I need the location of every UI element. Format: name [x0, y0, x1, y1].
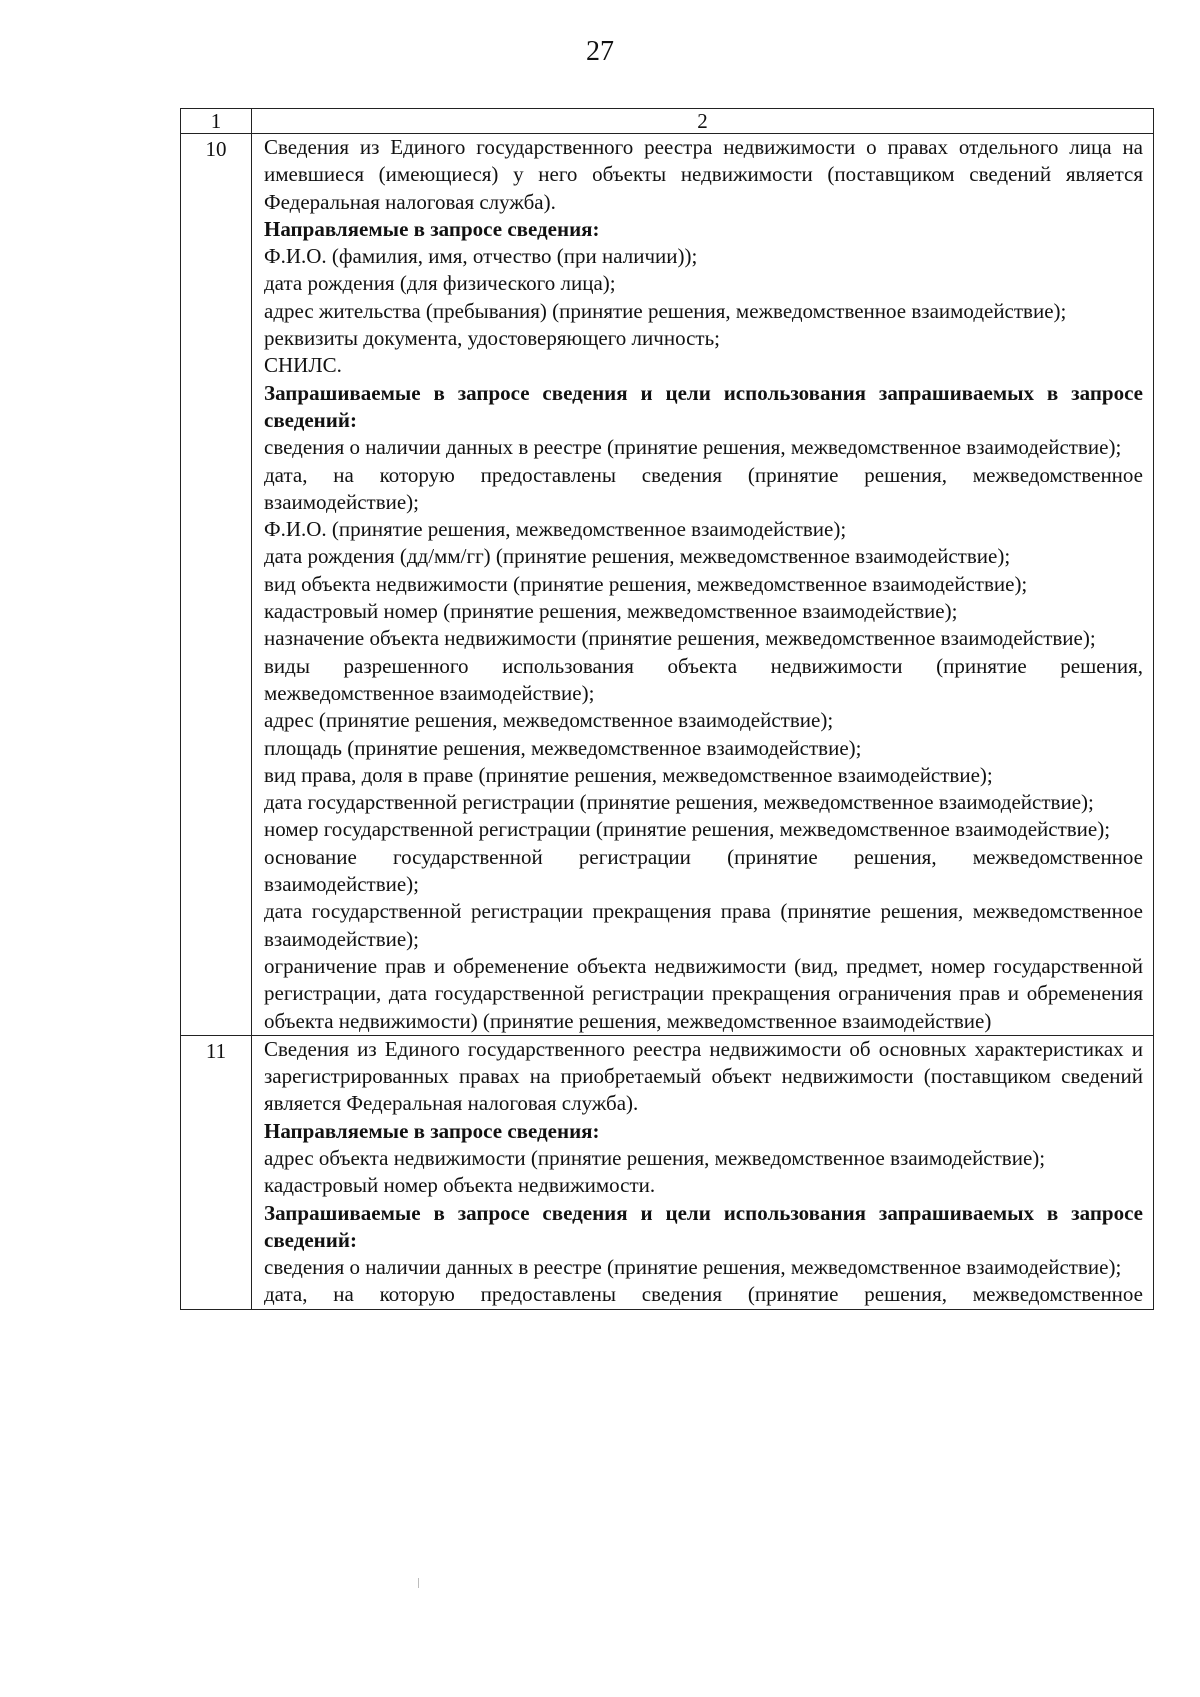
table-header-row — [181, 109, 1154, 134]
table-row — [181, 134, 1154, 1036]
scan-mark — [418, 1578, 419, 1588]
table-row — [181, 1035, 1154, 1309]
content-line: вид права, доля в праве (принятие решения, межведомственное взаимодействие); — [264, 762, 993, 787]
row-number-cell: 11 — [181, 1035, 252, 1309]
content-line: основание государственной регистрации (принятие решения, межведомственное взаимодействие); — [264, 844, 1143, 897]
content-line: Сведения из Единого государственного реестра недвижимости о правах отдельного лица на имевшиеся (имеющиеся) у него объекты недвижимости (поставщиком сведений является Федеральная налоговая служба). — [264, 135, 1143, 214]
content-line: адрес (принятие решения, межведомственное взаимодействие); — [264, 708, 834, 733]
content-line: СНИЛС. — [264, 353, 342, 378]
content-line: назначение объекта недвижимости (принятие решения, межведомственное взаимодействие); — [264, 626, 1096, 651]
content-line: номер государственной регистрации (принятие решения, межведомственное взаимодействие); — [264, 817, 1111, 842]
content-line: адрес объекта недвижимости (принятие решения, межведомственное взаимодействие); — [264, 1145, 1046, 1170]
content-line: виды разрешенного использования объекта недвижимости (принятие решения, межведомственное взаимодействие); — [264, 653, 1143, 705]
row-content-cell — [252, 1035, 1154, 1309]
content-line: дата, на которую предоставлены сведения (принятие решения, межведомственное взаимодействие); — [264, 462, 1143, 514]
content-line: Сведения из Единого государственного реестра недвижимости об основных характеристиках и зарегистрированных правах на приобретаемый объект недвижимости (поставщиком сведений является Федеральная налоговая служба). — [264, 1036, 1143, 1116]
content-line: ограничение прав и обременение объекта недвижимости (вид, предмет, номер государственной регистрации, дата государственной регистрации прекращения ограничения прав и обременения объекта недвижимости) (принятие решения, межведомственное взаимодействие) — [264, 953, 1143, 1033]
data-table — [180, 108, 1154, 1310]
content-line: площадь (принятие решения, межведомственное взаимодействие); — [264, 735, 862, 760]
content-line: кадастровый номер объекта недвижимости. — [264, 1173, 656, 1198]
content-line: сведения о наличии данных в реестре (принятие решения, межведомственное взаимодействие); — [264, 1255, 1122, 1280]
row-content-cell — [252, 134, 1154, 1036]
content-line: вид объекта недвижимости (принятие решения, межведомственное взаимодействие); — [264, 571, 1028, 596]
row-number-cell: 10 — [181, 134, 252, 1036]
section-heading: Запрашиваемые в запросе сведения и цели использования запрашиваемых в запросе сведений: — [264, 380, 1143, 432]
content-line: дата, на которую предоставлены сведения (принятие решения, межведомственное — [264, 1282, 1143, 1307]
content-line: сведения о наличии данных в реестре (принятие решения, межведомственное взаимодействие); — [264, 435, 1122, 460]
header-cell-col1: 1 — [181, 109, 252, 134]
content-line: Ф.И.О. (фамилия, имя, отчество (при наличии)); — [264, 244, 698, 269]
section-heading: Запрашиваемые в запросе сведения и цели использования запрашиваемых в запросе сведений: — [264, 1200, 1143, 1252]
page-number: 27 — [586, 36, 614, 67]
table-body — [181, 109, 1154, 1310]
content-line: реквизиты документа, удостоверяющего личность; — [264, 326, 721, 351]
header-cell-col2: 2 — [252, 109, 1154, 134]
content-line: адрес жительства (пребывания) (принятие решения, межведомственное взаимодействие); — [264, 298, 1067, 323]
content-line: дата государственной регистрации прекращения права (принятие решения, межведомственное взаимодействие); — [264, 899, 1143, 951]
content-line: дата государственной регистрации (принятие решения, межведомственное взаимодействие); — [264, 790, 1094, 815]
content-line: дата рождения (для физического лица); — [264, 271, 616, 296]
content-line: Ф.И.О. (принятие решения, межведомственное взаимодействие); — [264, 517, 847, 542]
content-line: кадастровый номер (принятие решения, межведомственное взаимодействие); — [264, 599, 958, 624]
section-heading: Направляемые в запросе сведения: — [264, 216, 600, 241]
content-line: дата рождения (дд/мм/гг) (принятие решения, межведомственное взаимодействие); — [264, 544, 1011, 569]
section-heading: Направляемые в запросе сведения: — [264, 1118, 600, 1143]
